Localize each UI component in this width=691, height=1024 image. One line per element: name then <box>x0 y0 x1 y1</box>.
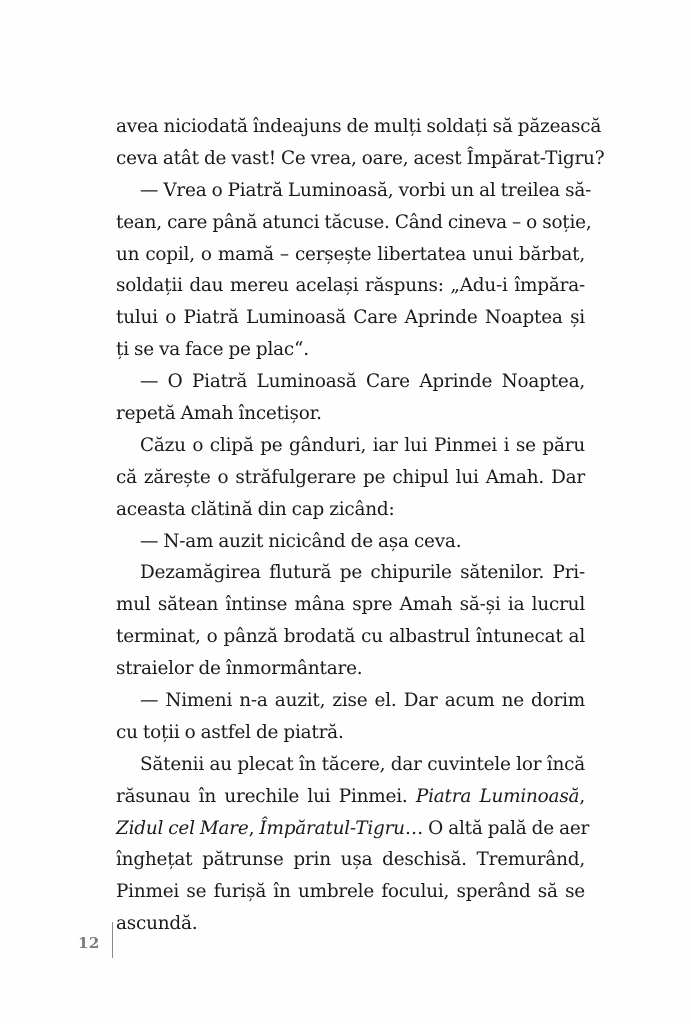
text-line: — Nimeni n-a auzit, zise el. Dar acum ne dorim <box>140 690 585 712</box>
text-line <box>116 781 585 813</box>
italic-phrase: Împăratul-Tigru <box>259 817 405 839</box>
text-line: — N-am auzit nicicând de așa ceva. <box>140 530 462 552</box>
text-segment: … O altă pală de aer <box>404 817 590 839</box>
text-segment: răsunau în urechile lui Pinmei. <box>116 785 416 807</box>
text-line: aceasta clătină din cap zicând: <box>116 498 395 520</box>
text-line: tean, care până atunci tăcuse. Când cineva – o soție, <box>116 211 592 233</box>
page-number-divider <box>112 922 113 958</box>
text-line: Sătenii au plecat în tăcere, dar cuvintele lor încă <box>140 753 585 775</box>
text-line: terminat, o pânză brodată cu albastrul întunecat al <box>116 626 585 648</box>
text-line: ascundă. <box>116 913 198 935</box>
text-line: un copil, o mamă – cerșește libertatea unui bărbat, <box>116 243 585 265</box>
text-line: — O Piatră Luminoasă Care Aprinde Noaptea, <box>140 371 585 393</box>
text-line: Pinmei se furișă în umbrele focului, sperând să se <box>116 881 585 903</box>
italic-phrase: Piatra Luminoasă <box>415 785 580 807</box>
text-line: soldații dau mereu același răspuns: „Adu-i împăra- <box>116 275 585 297</box>
text-line: ceva atât de vast! Ce vrea, oare, acest Împărat-Tigru? <box>116 147 605 169</box>
text-line <box>116 813 590 845</box>
text-line: mul sătean întinse mâna spre Amah să-și ia lucrul <box>116 594 585 616</box>
text-line: ți se va face pe plac“. <box>116 339 309 361</box>
text-line: tului o Piatră Luminoasă Care Aprinde Noaptea și <box>116 307 585 329</box>
text-line: Căzu o clipă pe gânduri, iar lui Pinmei i se păru <box>140 434 585 456</box>
text-line: înghețat pătrunse prin ușa deschisă. Tremurând, <box>116 849 585 871</box>
text-line: straielor de înmormântare. <box>116 658 363 680</box>
text-line: — Vrea o Piatră Luminoasă, vorbi un al treilea să- <box>140 179 592 201</box>
text-segment: , <box>579 785 585 807</box>
text-line: avea niciodată îndeajuns de mulți soldați să păzească <box>116 116 602 137</box>
text-line: că zărește o străfulgerare pe chipul lui Amah. Dar <box>116 466 585 488</box>
text-line: Dezamăgirea flutură pe chipurile sătenilor. Pri- <box>140 562 585 584</box>
text-line: cu toții o astfel de piatră. <box>116 721 344 743</box>
italic-phrase: Zidul cel Mare <box>116 817 249 839</box>
text-segment: , <box>248 817 260 839</box>
page-number: 12 <box>78 934 100 952</box>
body-text <box>116 111 605 940</box>
text-line: repetă Amah încetișor. <box>116 403 322 425</box>
